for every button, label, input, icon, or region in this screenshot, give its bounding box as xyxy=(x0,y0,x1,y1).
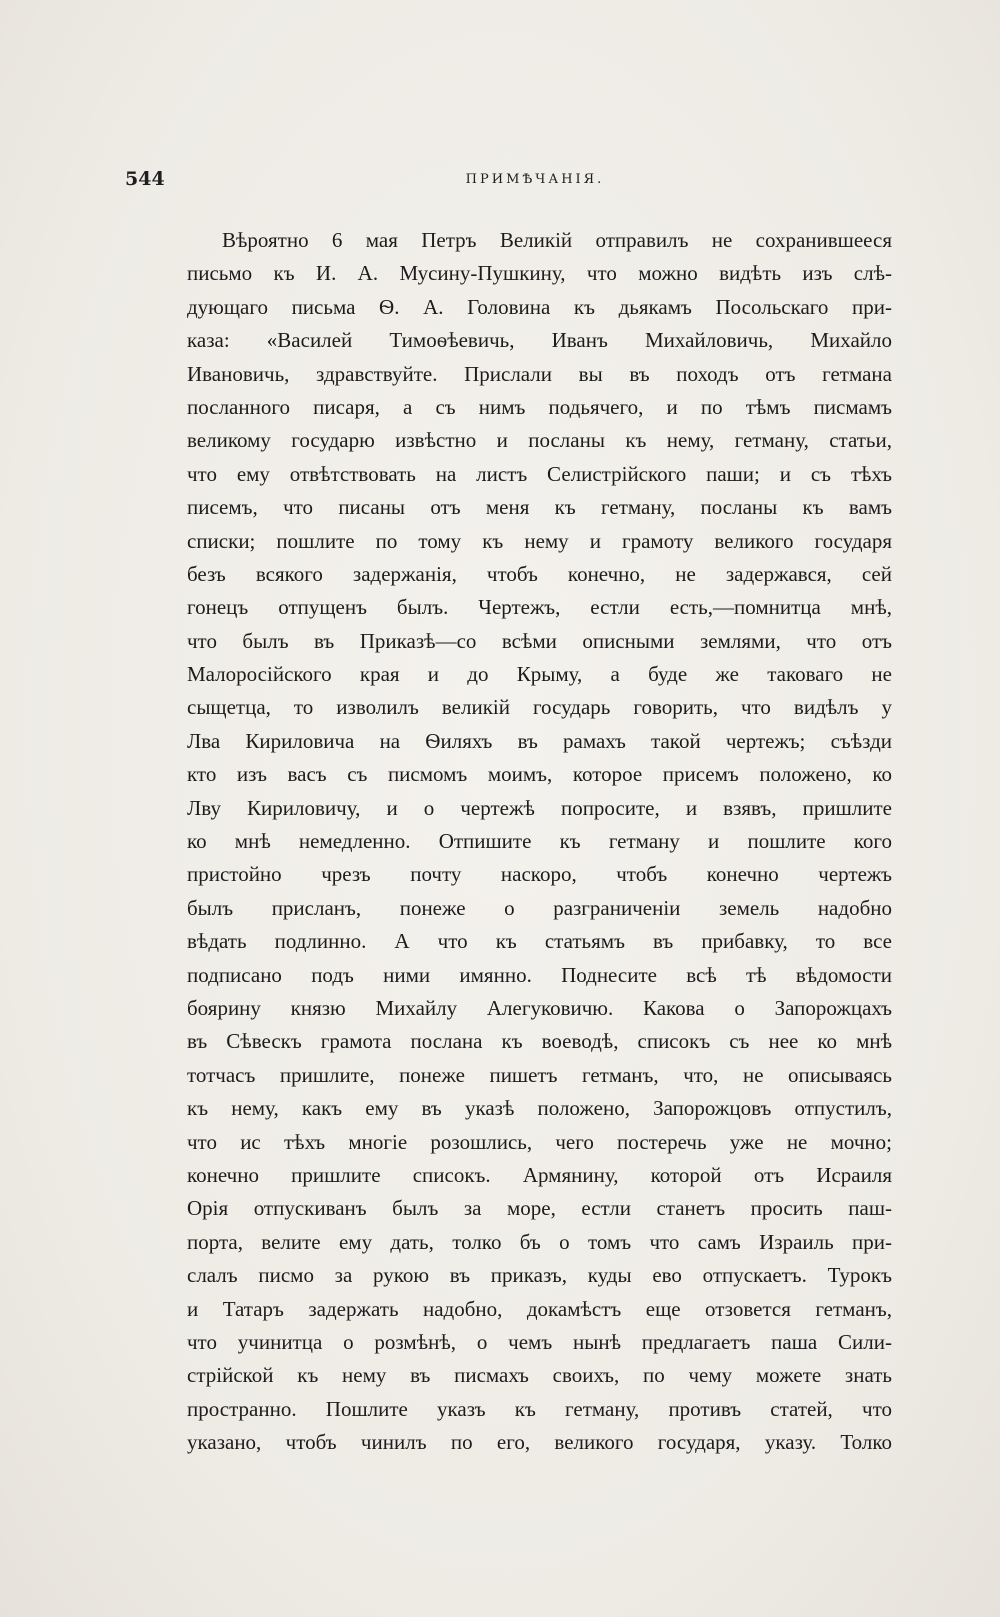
text-line: что ис тѣхъ многіе розошлись, чего постеречь уже не мочно; xyxy=(187,1129,892,1154)
text-line: Лву Кириловичу, и о чертежѣ попросите, и взявъ, пришлите xyxy=(187,795,892,820)
text-line: въ Сѣвескъ грамота послана къ воеводѣ, списокъ съ нее ко мнѣ xyxy=(187,1029,892,1054)
text-line: вѣдать подлинно. А что къ статьямъ въ прибавку, то все xyxy=(187,929,892,954)
text-line: тотчасъ пришлите, понеже пишетъ гетманъ, что, не описываясь xyxy=(187,1062,892,1087)
text-line: конечно пришлите списокъ. Армянину, которой отъ Исраиля xyxy=(187,1162,892,1187)
text-line: Орія отпускиванъ былъ за море, естли станетъ просить паш- xyxy=(187,1196,892,1221)
body-text xyxy=(187,224,892,1459)
text-line: пристойно чрезъ почту наскоро, чтобъ конечно чертежъ xyxy=(187,862,892,887)
text-line: ко мнѣ немедленно. Отпишите къ гетману и пошлите кого xyxy=(187,829,892,854)
text-line: сыщетца, то изволилъ великій государь говорить, что видѣлъ у xyxy=(187,695,892,720)
page-number: 544 xyxy=(125,168,165,190)
text-line: Ивановичь, здравствуйте. Прислали вы въ походъ отъ гетмана xyxy=(187,361,892,386)
text-line: и Татаръ задержать надобно, докамѣстъ еще отзовется гетманъ, xyxy=(187,1296,892,1321)
text-line: стрійской къ нему въ писмахъ своихъ, по чему можете знать xyxy=(187,1363,892,1388)
text-line: пространно. Пошлите указъ къ гетману, противъ статей, что xyxy=(187,1396,892,1421)
text-line: что учинитца о розмѣнѣ, о чемъ нынѣ предлагаетъ паша Сили- xyxy=(187,1329,892,1354)
text-line: указано, чтобъ чинилъ по его, великого государя, указу. Толко xyxy=(187,1430,892,1455)
text-line: что ему отвѣтствовать на листъ Селистрійского паши; и съ тѣхъ xyxy=(187,461,892,486)
text-line: Малоросійского края и до Крыму, а буде же таковаго не xyxy=(187,662,892,687)
text-line: писемъ, что писаны отъ меня къ гетману, посланы къ вамъ xyxy=(187,495,892,520)
text-line: великому государю извѣстно и посланы къ нему, гетману, статьи, xyxy=(187,428,892,453)
text-line: Лва Кириловича на Ѳиляхъ въ рамахъ такой чертежъ; съѣзди xyxy=(187,728,892,753)
text-line: безъ всякого задержанія, чтобъ конечно, не задержався, сей xyxy=(187,561,892,586)
text-line: списки; пошлите по тому къ нему и грамоту великого государя xyxy=(187,528,892,553)
text-line: письмо къ И. А. Мусину-Пушкину, что можно видѣть изъ слѣ- xyxy=(187,261,892,286)
text-line: посланного писаря, а съ нимъ подьячего, и по тѣмъ писмамъ xyxy=(187,394,892,419)
text-line: дующаго письма Ѳ. А. Головина къ дьякамъ Посольскаго при- xyxy=(187,294,892,319)
text-line: подписано подъ ними имянно. Поднесите всѣ тѣ вѣдомости xyxy=(187,962,892,987)
text-line: порта, велите ему дать, толко бъ о томъ что самъ Израиль при- xyxy=(187,1229,892,1254)
text-line: что былъ въ Приказѣ—со всѣми описными землями, что отъ xyxy=(187,628,892,653)
text-line: кто изъ васъ съ писмомъ моимъ, которое присемъ положено, ко xyxy=(187,762,892,787)
text-line: Вѣроятно 6 мая Петръ Великій отправилъ не сохранившееся xyxy=(222,228,892,252)
page-header xyxy=(125,168,885,198)
text-line: гонецъ отпущенъ былъ. Чертежъ, естли есть,—помнитца мнѣ, xyxy=(187,595,892,620)
text-line: боярину князю Михайлу Алегуковичю. Какова о Запорожцахъ xyxy=(187,995,892,1020)
text-line: слалъ писмо за рукою въ приказъ, куды ево отпускаетъ. Турокъ xyxy=(187,1263,892,1288)
text-line: каза: «Василей Тимоѳѣевичь, Иванъ Михайловичь, Михайло xyxy=(187,328,892,353)
running-title: ПРИМѢЧАНІЯ. xyxy=(465,172,605,187)
text-line: къ нему, какъ ему въ указѣ положено, Запорожцовъ отпустилъ, xyxy=(187,1096,892,1121)
text-line: былъ присланъ, понеже о разграниченіи земель надобно xyxy=(187,895,892,920)
